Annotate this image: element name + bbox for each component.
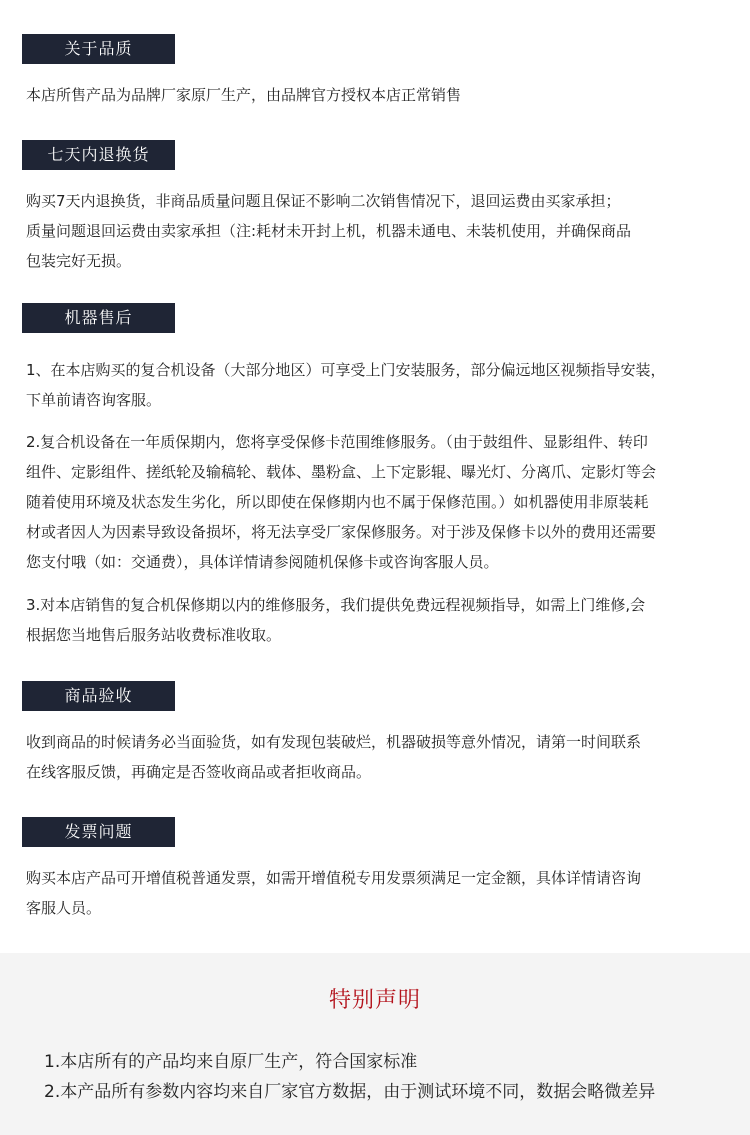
heading-inspection: 商品验收: [22, 681, 175, 711]
inspection-line-1: 收到商品的时候请务必当面验货，如有发现包装破烂，机器破损等意外情况，请第一时间联系: [26, 733, 642, 751]
special-notice-title: 特别声明: [328, 988, 421, 1013]
return-line-2: 质量问题退回运费由卖家承担（注:耗材未开封上机，机器未通电、未装机使用，并确保商品: [26, 222, 632, 240]
after-sales-p1-line-1: 1、在本店购买的复合机设备（大部分地区）可享受上门安装服务，部分偏远地区视频指导安装，: [26, 361, 666, 379]
invoice-line-2: 客服人员。: [26, 899, 102, 917]
quality-line-1: 本店所售产品为品牌厂家原厂生产，由品牌官方授权本店正常销售: [26, 86, 462, 104]
after-sales-p3-line-1: 3.对本店销售的复合机保修期以内的维修服务，我们提供免费远程视频指导，如需上门维修,会: [26, 596, 646, 614]
quality-paragraph: [26, 80, 726, 110]
invoice-line-1: 购买本店产品可开增值税普通发票，如需开增值税专用发票须满足一定金额，具体详情请咨询: [26, 869, 642, 887]
after-sales-p2-line-1: 2.复合机设备在一年质保期内，您将享受保修卡范围维修服务。（由于鼓组件、显影组件、转印: [26, 433, 648, 451]
inspection-paragraph: [26, 727, 726, 787]
heading-seven-day-return: 七天内退换货: [22, 140, 175, 170]
heading-after-sales: 机器售后: [22, 303, 175, 333]
after-sales-p2-line-3: 随着使用环境及状态发生劣化，所以即使在保修期内也不属于保修范围。）如机器使用非原装耗: [26, 493, 649, 511]
return-paragraph: [26, 186, 726, 276]
special-notice-panel: [0, 953, 750, 1135]
after-sales-paragraph-2: [26, 427, 726, 577]
after-sales-p2-line-5: 您支付哦（如：交通费），具体详情请参阅随机保修卡或咨询客服人员。: [26, 553, 499, 571]
invoice-paragraph: [26, 863, 726, 923]
heading-quality: 关于品质: [22, 34, 175, 64]
inspection-line-2: 在线客服反馈，再确定是否签收商品或者拒收商品。: [26, 763, 372, 781]
after-sales-p3-line-2: 根据您当地售后服务站收费标准收取。: [26, 626, 282, 644]
return-line-3: 包装完好无损。: [26, 252, 132, 270]
after-sales-p2-line-4: 材或者因人为因素导致设备损坏，将无法享受厂家保修服务。对于涉及保修卡以外的费用还需要: [26, 523, 657, 541]
special-notice-list: [44, 1047, 734, 1107]
notice-item-1: 1.本店所有的产品均来自原厂生产，符合国家标准: [44, 1052, 418, 1072]
after-sales-p1-line-2: 下单前请咨询客服。: [26, 391, 162, 409]
return-line-1: 购买7天内退换货，非商品质量问题且保证不影响二次销售情况下，退回运费由买家承担；: [26, 192, 621, 210]
notice-item-2: 2.本产品所有参数内容均来自厂家官方数据，由于测试环境不同，数据会略微差异: [44, 1082, 656, 1102]
after-sales-paragraph-1: [26, 355, 726, 415]
heading-invoice: 发票问题: [22, 817, 175, 847]
after-sales-paragraph-3: [26, 590, 726, 650]
after-sales-p2-line-2: 组件、定影组件、搓纸轮及输稿轮、载体、墨粉盒、上下定影辊、曝光灯、分离爪、定影灯等会: [26, 463, 657, 481]
